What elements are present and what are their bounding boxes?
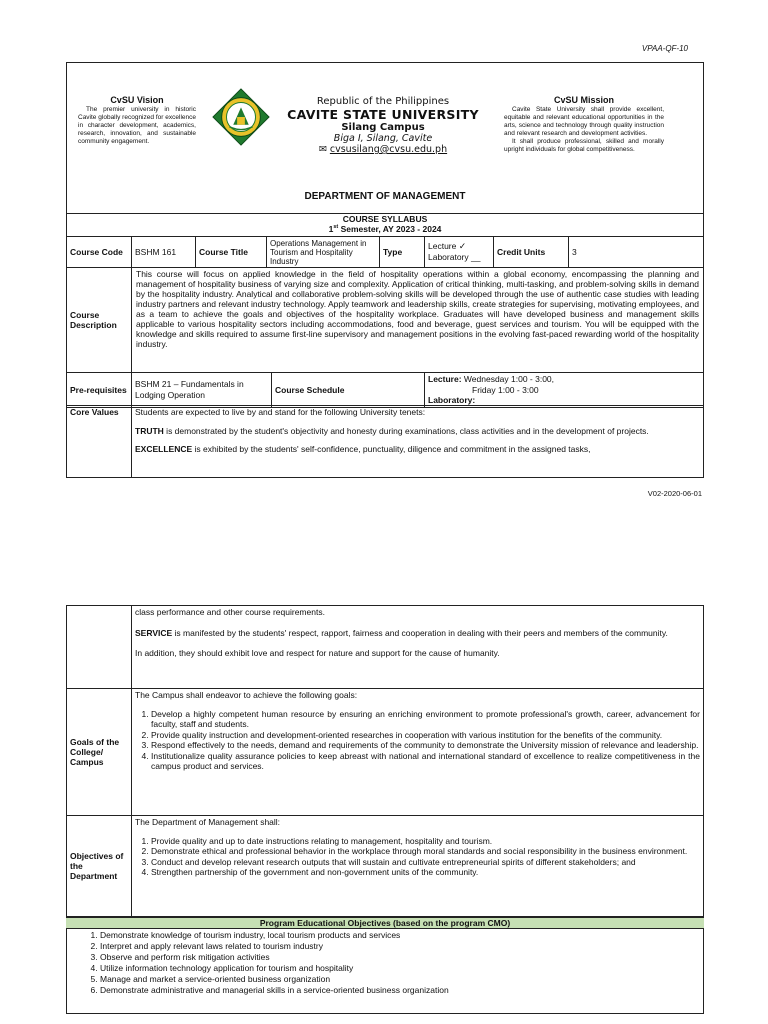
university-seal-logo xyxy=(212,88,270,146)
goal-item: 2. Provide quality instruction and development-oriented researches in cooperation with various institution for the benefits of the community. xyxy=(151,730,700,741)
mail-icon: ✉ xyxy=(318,144,327,155)
core-values-intro: Students are expected to live by and stand for the following University tenets: xyxy=(135,407,426,417)
peo-list xyxy=(84,930,700,996)
peo-item: 5. Manage and market a service-oriented business organization xyxy=(100,974,700,985)
course-description-label: Course Description xyxy=(67,268,132,373)
course-schedule-label: Course Schedule xyxy=(272,373,425,408)
objective-item: 1. Provide quality and up to date instructions relating to management, hospitality and tourism. xyxy=(151,836,700,847)
prerequisites-label: Pre-requisites xyxy=(67,373,132,408)
peo-item: 1. Demonstrate knowledge of tourism industry, local tourism products and services xyxy=(100,930,700,941)
mission-text-2: It shall produce professional, skilled and morally upright individuals for global competitiveness. xyxy=(504,138,664,153)
syllabus-title: COURSE SYLLABUS xyxy=(342,214,428,224)
peo-item: 6. Demonstrate administrative and managerial skills in a service-oriented business organization xyxy=(100,985,700,996)
goals-label: Goals of the College/ Campus xyxy=(67,689,132,816)
course-schedule: Lecture: Wednesday 1:00 - 3:00, Friday 1:00 - 3:00 Laboratory: xyxy=(425,373,704,408)
prerequisites: BSHM 21 – Fundamentals in Lodging Operation xyxy=(132,373,272,408)
course-title: Operations Management in Tourism and Hospitality Industry xyxy=(267,237,380,268)
cvsu-mission xyxy=(504,96,664,154)
core-values-table xyxy=(66,405,704,478)
course-description-table xyxy=(66,267,704,373)
course-info-table xyxy=(66,236,704,268)
course-code-label: Course Code xyxy=(67,237,132,268)
core-values-continued: class performance and other course requirements. SERVICE is manifested by the students' respect, rapport, fairness and cooperation in dealing with their peers and members of the community. In addition, they should exhibit love and respect for nature and support for the cause of humanity. xyxy=(132,606,704,689)
prerequisite-table xyxy=(66,372,704,408)
university-name: CAVITE STATE UNIVERSITY xyxy=(287,107,479,122)
peo-heading: Program Educational Objectives (based on the program CMO) xyxy=(66,917,704,929)
objective-item: 3. Conduct and develop relevant research outputs that will sustain and cultivate entrepreneurial spirits of different stakeholders; and xyxy=(151,857,700,868)
department-title: DEPARTMENT OF MANAGEMENT xyxy=(304,191,466,202)
type-values: Lecture ✓ Laboratory __ xyxy=(425,237,494,268)
campus-name: Silang Campus xyxy=(341,122,425,133)
peo-item: 2. Interpret and apply relevant laws related to tourism industry xyxy=(100,941,700,952)
course-description: This course will focus on applied knowledge in the field of hospitality operations within a global economy, encompassing the planning and management of hospitality business of varying size and complexity. Application of critical thinking, multi-tasking, and problem-solving skills in demand by the hospitality industry. Analytical and collaborative problem-solving skills will be developed through the use of authentic case studies with leading industry partners and relevant industry technology. Apply teamwork and leadership skills, create strategies for supervising, motivating employees, and as a team to achieve the goals and objectives of the hospitality workplace. Graduates will have developed business and management skills applicable to various hospitality sectors including accommodations, food and beverage, guest services and tourism. You will be equipped with the knowledge and skills required to assume first-line supervisory and management positions in the evolving fast-paced rewarding world of the hospitality industry. xyxy=(132,268,704,373)
core-values-label: Core Values xyxy=(67,406,132,478)
mission-text-1: Cavite State University shall provide excellent, equitable and relevant educational opportunities in the arts, science and technology through quality instruction and relevant research and development activities. xyxy=(504,106,664,137)
email-line xyxy=(280,144,486,155)
type-label: Type xyxy=(380,237,425,268)
peo-item: 4. Utilize information technology application for tourism and hospitality xyxy=(100,963,700,974)
republic-line: Republic of the Philippines xyxy=(316,96,450,107)
semester-line: 1st Semester, AY 2023 - 2024 xyxy=(328,224,442,234)
objectives-label: Objectives of the Department xyxy=(67,816,132,917)
core-values-continued-label xyxy=(67,606,132,689)
credit-units-label: Credit Units xyxy=(494,237,569,268)
peo-item: 3. Observe and perform risk mitigation activities xyxy=(100,952,700,963)
check-icon: ✓ xyxy=(458,241,467,251)
objective-item: 4. Strengthen partnership of the government and non-government units of the community. xyxy=(151,867,700,878)
objective-item: 2. Demonstrate ethical and professional behavior in the workplace through moral standards and social responsibility in the business environment. xyxy=(151,846,700,857)
excellence-value: EXCELLENCE is exhibited by the students' self-confidence, punctuality, diligence and commitment in the assigned tasks, xyxy=(135,444,591,454)
mission-heading: CvSU Mission xyxy=(553,95,614,105)
goal-item: 4. Institutionalize quality assurance policies to keep abreast with national and international standard of excellence to realize competitiveness in the campus product and services. xyxy=(151,751,700,772)
campus-address: Biga I, Silang, Cavite xyxy=(333,133,433,144)
objectives-content: The Department of Management shall: 1. Provide quality and up to date instructions relating to management, hospitality and tourism. 2. Demonstrate ethical and professional behavior in the workplace through moral standards and social responsibility in the business environment. 3. Conduct and develop relevant research outputs that will sustain and cultivate entrepreneurial spirits of different stakeholders; and 4. Strengthen partnership of the government and non-government units of the community. xyxy=(132,816,704,917)
credit-units: 3 xyxy=(569,237,704,268)
course-code: BSHM 161 xyxy=(132,237,196,268)
email-link[interactable]: cvsusilang@cvsu.edu.ph xyxy=(329,144,448,155)
university-header xyxy=(280,96,486,155)
course-title-label: Course Title xyxy=(196,237,267,268)
vision-text: The premier university in historic Cavite globally recognized for excellence in character development, academics, research, innovation, and sustainable community engagement. xyxy=(78,106,196,145)
goal-item: 1. Develop a highly competent human resource by ensuring an enriching environment to promote professional's growth, career, advancement for faculty, staff and students. xyxy=(151,709,700,730)
vision-heading: CvSU Vision xyxy=(110,95,164,105)
goals-content: The Campus shall endeavor to achieve the following goals: 1. Develop a highly competent human resource by ensuring an enriching environment to promote professional's growth, career, advancement for faculty, staff and students. 2. Provide quality instruction and development-oriented researches in cooperation with various institution for the benefits of the community. 3. Respond effectively to the needs, demand and requirements of the community to demonstrate the University mission of relevance and leadership. 4. Institutionalize quality assurance policies to keep abreast with national and international standard of excellence to realize competitiveness in the campus product and services. xyxy=(132,689,704,816)
version-code: V02-2020-06-01 xyxy=(647,489,702,498)
goals-objectives-table xyxy=(66,605,704,917)
goal-item: 3. Respond effectively to the needs, demand and requirements of the community to demonstrate the University mission of relevance and leadership. xyxy=(151,740,700,751)
truth-value: TRUTH is demonstrated by the student's objectivity and honesty during examinations, class activities and in the development of projects. xyxy=(135,425,649,436)
cvsu-vision xyxy=(78,96,196,146)
form-code: VPAA-QF-10 xyxy=(641,44,688,53)
core-values-content xyxy=(132,406,704,478)
